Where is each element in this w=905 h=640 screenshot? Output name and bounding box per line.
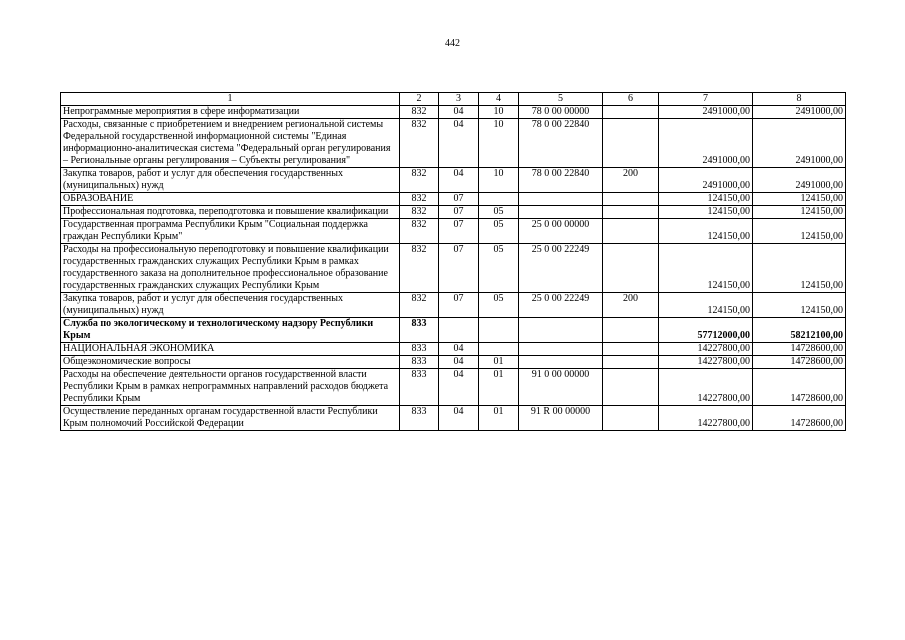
row-name-cell: Расходы, связанные с приобретением и внедрением региональной системы Федеральной государственной информационной системы "Единая информационно-аналитическая система "Федеральный орган регулирования – Региональные органы регулирования – Субъекты регулирования" [61, 119, 400, 168]
row-grbs-cell: 833 [400, 356, 439, 369]
row-grbs-cell: 833 [400, 318, 439, 343]
row-expense-type-cell [603, 244, 659, 293]
row-target-article-cell [519, 343, 603, 356]
column-header: 1 [61, 93, 400, 106]
row-grbs-cell: 832 [400, 293, 439, 318]
table-row [61, 293, 846, 318]
row-subsection-cell: 05 [479, 244, 519, 293]
row-name-cell: Закупка товаров, работ и услуг для обеспечения государственных (муниципальных) нужд [61, 293, 400, 318]
row-subsection-cell: 05 [479, 219, 519, 244]
row-expense-type-cell [603, 219, 659, 244]
row-expense-type-cell [603, 318, 659, 343]
row-name-cell: Расходы на профессиональную переподготовку и повышение квалификации государственных гражданских служащих Республики Крым в рамках государственного заказа на дополнительное профессиональное образование государственных гражданских служащих Республики Крым [61, 244, 400, 293]
column-header: 4 [479, 93, 519, 106]
page-number: 442 [445, 38, 460, 49]
row-target-article-cell: 91 R 00 00000 [519, 406, 603, 431]
table-row [61, 193, 846, 206]
row-section-cell: 04 [439, 406, 479, 431]
row-amount-2-cell: 14728600,00 [753, 343, 846, 356]
row-section-cell: 04 [439, 168, 479, 193]
row-amount-1-cell: 124150,00 [659, 193, 753, 206]
row-target-article-cell: 91 0 00 00000 [519, 369, 603, 406]
row-target-article-cell [519, 193, 603, 206]
row-grbs-cell: 832 [400, 193, 439, 206]
row-amount-2-cell: 14728600,00 [753, 406, 846, 431]
row-grbs-cell: 832 [400, 206, 439, 219]
row-expense-type-cell [603, 406, 659, 431]
row-name-cell: ОБРАЗОВАНИЕ [61, 193, 400, 206]
table-row [61, 219, 846, 244]
row-target-article-cell: 78 0 00 00000 [519, 106, 603, 119]
row-name-cell: Профессиональная подготовка, переподготовка и повышение квалификации [61, 206, 400, 219]
row-section-cell: 04 [439, 356, 479, 369]
row-grbs-cell: 833 [400, 406, 439, 431]
row-amount-2-cell: 14728600,00 [753, 369, 846, 406]
table-row [61, 244, 846, 293]
table-row [61, 106, 846, 119]
budget-table [60, 92, 846, 431]
column-number-row [61, 93, 846, 106]
table-row [61, 343, 846, 356]
row-name-cell: Непрограммные мероприятия в сфере информатизации [61, 106, 400, 119]
row-amount-1-cell: 124150,00 [659, 206, 753, 219]
row-amount-1-cell: 14227800,00 [659, 369, 753, 406]
row-target-article-cell [519, 356, 603, 369]
row-section-cell: 04 [439, 369, 479, 406]
column-header: 2 [400, 93, 439, 106]
table-row [61, 206, 846, 219]
row-amount-1-cell: 14227800,00 [659, 356, 753, 369]
row-amount-2-cell: 124150,00 [753, 293, 846, 318]
row-name-cell: Общеэкономические вопросы [61, 356, 400, 369]
row-amount-1-cell: 124150,00 [659, 219, 753, 244]
row-grbs-cell: 833 [400, 343, 439, 356]
row-subsection-cell: 05 [479, 206, 519, 219]
row-amount-2-cell: 58212100,00 [753, 318, 846, 343]
row-subsection-cell [479, 193, 519, 206]
row-subsection-cell: 10 [479, 168, 519, 193]
row-name-cell: Осуществление переданных органам государственной власти Республики Крым полномочий Российской Федерации [61, 406, 400, 431]
table-row [61, 318, 846, 343]
row-amount-1-cell: 14227800,00 [659, 406, 753, 431]
row-expense-type-cell [603, 369, 659, 406]
row-section-cell: 07 [439, 193, 479, 206]
row-grbs-cell: 833 [400, 369, 439, 406]
row-amount-2-cell: 14728600,00 [753, 356, 846, 369]
row-expense-type-cell [603, 206, 659, 219]
row-expense-type-cell [603, 356, 659, 369]
row-target-article-cell [519, 206, 603, 219]
row-grbs-cell: 832 [400, 244, 439, 293]
row-expense-type-cell [603, 119, 659, 168]
column-header: 6 [603, 93, 659, 106]
row-amount-1-cell: 14227800,00 [659, 343, 753, 356]
row-amount-1-cell: 2491000,00 [659, 106, 753, 119]
row-grbs-cell: 832 [400, 106, 439, 119]
row-subsection-cell: 01 [479, 356, 519, 369]
row-section-cell: 04 [439, 343, 479, 356]
row-name-cell: Служба по экологическому и технологическому надзору Республики Крым [61, 318, 400, 343]
row-amount-1-cell: 2491000,00 [659, 168, 753, 193]
row-target-article-cell: 78 0 00 22840 [519, 119, 603, 168]
row-amount-2-cell: 2491000,00 [753, 119, 846, 168]
row-subsection-cell [479, 343, 519, 356]
row-subsection-cell: 01 [479, 406, 519, 431]
table-row [61, 119, 846, 168]
row-amount-2-cell: 124150,00 [753, 219, 846, 244]
table-body [61, 106, 846, 431]
row-subsection-cell: 01 [479, 369, 519, 406]
row-amount-2-cell: 124150,00 [753, 206, 846, 219]
row-expense-type-cell: 200 [603, 168, 659, 193]
row-amount-2-cell: 124150,00 [753, 193, 846, 206]
row-subsection-cell [479, 318, 519, 343]
row-name-cell: Закупка товаров, работ и услуг для обеспечения государственных (муниципальных) нужд [61, 168, 400, 193]
row-grbs-cell: 832 [400, 219, 439, 244]
row-section-cell: 07 [439, 244, 479, 293]
row-section-cell [439, 318, 479, 343]
row-name-cell: Расходы на обеспечение деятельности органов государственной власти Республики Крым в рамках непрограммных направлений расходов бюджета Республики Крым [61, 369, 400, 406]
row-subsection-cell: 10 [479, 106, 519, 119]
column-header: 3 [439, 93, 479, 106]
row-target-article-cell: 25 0 00 22249 [519, 244, 603, 293]
row-section-cell: 07 [439, 219, 479, 244]
row-name-cell: НАЦИОНАЛЬНАЯ ЭКОНОМИКА [61, 343, 400, 356]
column-header: 8 [753, 93, 846, 106]
row-section-cell: 04 [439, 119, 479, 168]
column-header: 7 [659, 93, 753, 106]
row-amount-2-cell: 2491000,00 [753, 168, 846, 193]
table-row [61, 369, 846, 406]
row-target-article-cell [519, 318, 603, 343]
row-amount-1-cell: 57712000,00 [659, 318, 753, 343]
row-subsection-cell: 05 [479, 293, 519, 318]
row-section-cell: 04 [439, 106, 479, 119]
row-amount-1-cell: 124150,00 [659, 244, 753, 293]
table-row [61, 168, 846, 193]
row-amount-2-cell: 2491000,00 [753, 106, 846, 119]
row-target-article-cell: 78 0 00 22840 [519, 168, 603, 193]
row-amount-2-cell: 124150,00 [753, 244, 846, 293]
row-expense-type-cell [603, 343, 659, 356]
row-section-cell: 07 [439, 293, 479, 318]
row-grbs-cell: 832 [400, 168, 439, 193]
row-target-article-cell: 25 0 00 00000 [519, 219, 603, 244]
table-row [61, 406, 846, 431]
row-section-cell: 07 [439, 206, 479, 219]
row-amount-1-cell: 2491000,00 [659, 119, 753, 168]
row-name-cell: Государственная программа Республики Крым "Социальная поддержка граждан Республики Крым" [61, 219, 400, 244]
row-amount-1-cell: 124150,00 [659, 293, 753, 318]
row-expense-type-cell: 200 [603, 293, 659, 318]
row-subsection-cell: 10 [479, 119, 519, 168]
row-expense-type-cell [603, 106, 659, 119]
row-target-article-cell: 25 0 00 22249 [519, 293, 603, 318]
row-expense-type-cell [603, 193, 659, 206]
table-row [61, 356, 846, 369]
row-grbs-cell: 832 [400, 119, 439, 168]
column-header: 5 [519, 93, 603, 106]
